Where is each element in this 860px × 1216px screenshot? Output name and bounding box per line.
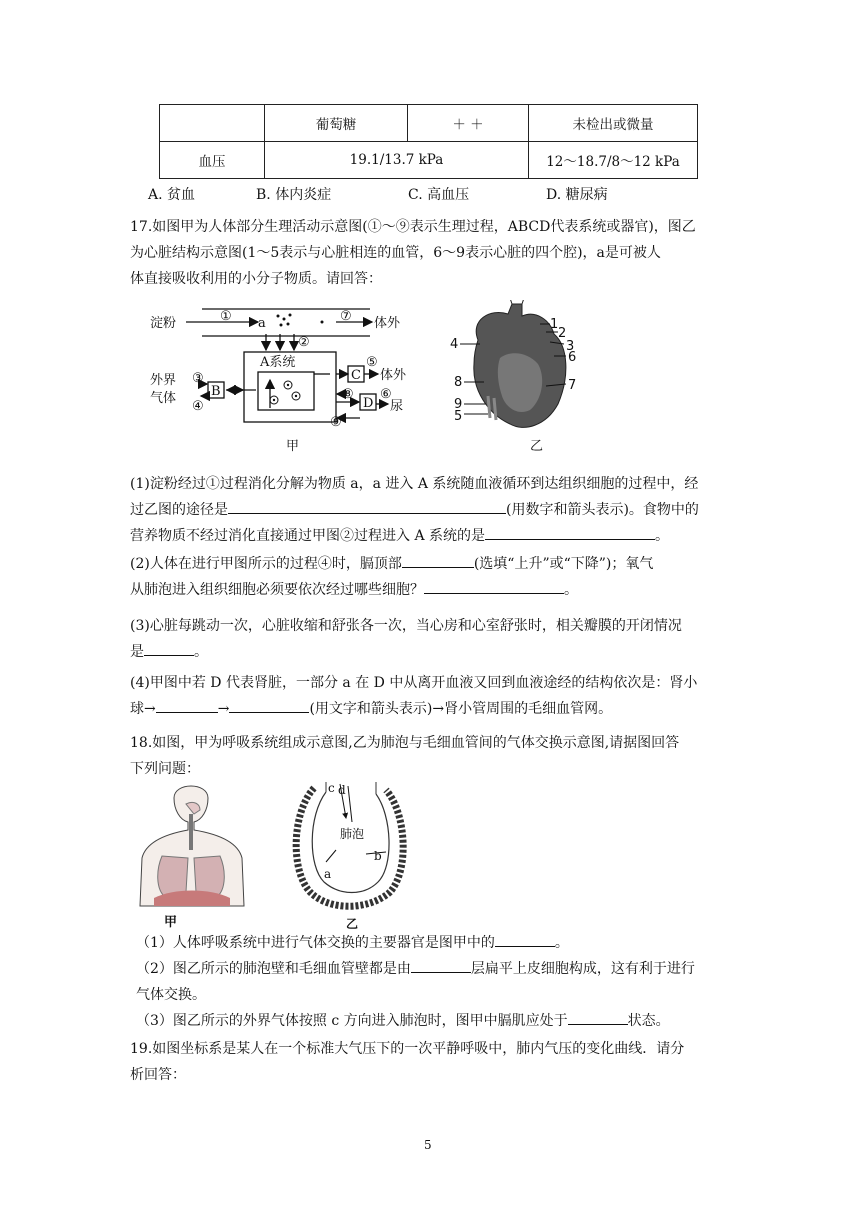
heart-label-9: 9 <box>454 397 463 412</box>
label-outside: 体外 <box>374 316 401 331</box>
label-air-2: 气体 <box>150 391 177 406</box>
alveolus-exchange-diagram <box>286 782 416 932</box>
label-system-a: A系统 <box>260 355 296 370</box>
table-cell: 葡萄糖 <box>265 105 408 142</box>
answer-blank[interactable] <box>485 523 655 540</box>
text-span: (2)人体在进行甲图所示的过程④时，膈顶部 <box>130 556 402 572</box>
heart-label-8: 8 <box>454 375 463 390</box>
heart-label-7: 7 <box>568 378 577 393</box>
caption-jia: 甲 <box>286 439 300 454</box>
text-span: 。 <box>554 935 569 951</box>
urine-blood-test-table <box>159 104 698 179</box>
text-span: 球→ <box>130 701 156 717</box>
label-n9: ⑨ <box>330 415 342 430</box>
label-n8: ⑧ <box>342 387 354 402</box>
answer-blank[interactable] <box>495 930 555 947</box>
table-cell: 12～18.7/8～12 kPa <box>529 142 698 179</box>
label-n4: ④ <box>192 399 204 414</box>
label-a: a <box>258 316 266 331</box>
heart-structure-diagram <box>450 300 590 460</box>
heart-label-1: 1 <box>550 317 559 332</box>
option-a: A. 贫血 <box>148 187 196 203</box>
table-cell: 未检出或微量 <box>529 105 698 142</box>
answer-blank[interactable] <box>144 639 194 656</box>
text-line: (3)心脏每跳动一次，心脏收缩和舒张各一次，当心房和心室舒张时，相关瓣膜的开闭情况 <box>130 618 682 634</box>
label-air-1: 外界 <box>150 373 177 388</box>
q19-intro <box>130 1036 732 1088</box>
text-span: 。 <box>564 582 578 598</box>
table-cell: 19.1/13.7 kPa <box>265 142 529 179</box>
label-n5: ⑤ <box>366 355 378 370</box>
heart-label-6: 6 <box>568 350 577 365</box>
q17-intro <box>130 214 732 292</box>
label-d: D <box>363 396 374 411</box>
answer-blank[interactable] <box>402 551 474 568</box>
text-line: (4)甲图中若 D 代表肾脏，一部分 a 在 D 中从离开血液又回到血液途经的结构依次是：肾小 <box>130 675 698 691</box>
label-a: a <box>324 867 332 881</box>
text-span: 状态。 <box>627 1013 670 1029</box>
label-n7: ⑦ <box>340 309 352 324</box>
q18-intro-line: 下列问题： <box>130 761 200 777</box>
heart-label-4: 4 <box>450 337 459 352</box>
label-n2: ② <box>298 335 310 350</box>
label-c: C <box>351 368 361 383</box>
label-n1: ① <box>220 309 232 324</box>
label-d: d <box>338 783 346 797</box>
q18-parts <box>136 930 738 1034</box>
text-span: 。 <box>655 528 670 544</box>
text-span: 营养物质不经过消化直接通过甲图②过程进入 A 系统的是 <box>130 528 486 544</box>
label-starch: 淀粉 <box>150 316 177 331</box>
label-outside2: 体外 <box>380 368 407 383</box>
q17-part-2 <box>130 551 732 603</box>
text-span: (用数字和箭头表示)。食物中的 <box>506 502 699 518</box>
text-span: 。 <box>194 644 208 660</box>
label-n6: ⑥ <box>380 387 392 402</box>
answer-blank[interactable] <box>411 956 471 973</box>
label-urine: 尿 <box>390 399 404 414</box>
answer-blank[interactable] <box>228 497 506 514</box>
table-row <box>160 142 698 179</box>
q17-part-1 <box>130 471 732 549</box>
caption-resp-yi: 乙 <box>346 917 359 931</box>
text-span: 是 <box>130 644 144 660</box>
table-cell <box>160 105 265 142</box>
text-span: 从肺泡进入组织细胞必须要依次经过哪些细胞？ <box>130 582 424 598</box>
table-row <box>160 105 698 142</box>
text-line: (1)淀粉经过①过程消化分解为物质 a，a 进入 A 系统随血液循环到达组织细胞的过程中，经 <box>130 476 699 492</box>
caption-resp-jia: 甲 <box>164 915 178 930</box>
q19-line: 19.如图坐标系是某人在一个标准大气压下的一次平静呼吸中，肺内气压的变化曲线．请分 <box>130 1041 685 1057</box>
text-line: 气体交换。 <box>136 987 206 1003</box>
q17-intro-line: 为心脏结构示意图(1～5表示与心脏相连的血管，6～9表示心脏的四个腔)，a是可被人 <box>130 245 661 261</box>
q18-intro <box>130 730 732 782</box>
text-span: 层扁平上皮细胞构成，这有利于进行 <box>470 961 695 977</box>
option-c: C. 高血压 <box>408 187 470 203</box>
answer-blank[interactable] <box>156 696 218 713</box>
label-alveolus: 肺泡 <box>340 827 365 841</box>
q17-part-3 <box>130 613 732 665</box>
label-b: B <box>211 384 221 399</box>
label-b: b <box>374 849 382 863</box>
physiology-flow-diagram <box>150 300 440 460</box>
heart-label-3: 3 <box>566 339 575 354</box>
heart-label-2: 2 <box>558 326 567 341</box>
q17-intro-line: 17.如图甲为人体部分生理活动示意图(①～⑨表示生理过程，ABCD代表系统或器官)，图乙 <box>130 219 696 235</box>
label-c: c <box>328 782 335 795</box>
text-span: （2）图乙所示的肺泡壁和毛细血管壁都是由 <box>136 961 411 977</box>
answer-blank[interactable] <box>229 696 309 713</box>
option-d: D. 糖尿病 <box>546 187 608 203</box>
heart-label-5: 5 <box>454 409 463 424</box>
respiratory-system-diagram <box>134 780 254 930</box>
q17-part-4 <box>130 670 732 722</box>
text-span: （1）人体呼吸系统中进行气体交换的主要器官是图甲中的 <box>136 935 495 951</box>
q17-intro-line: 体直接吸收利用的小分子物质。请回答： <box>130 271 382 287</box>
q16-options <box>148 184 608 204</box>
option-b: B. 体内炎症 <box>256 187 332 203</box>
q18-intro-line: 18.如图，甲为呼吸系统组成示意图,乙为肺泡与毛细血管间的气体交换示意图,请据图回答 <box>130 735 680 751</box>
table-cell: ＋ ＋ <box>408 105 529 142</box>
text-span: (选填“上升”或“下降”)；氧气 <box>473 556 654 572</box>
q19-line: 析回答： <box>130 1067 186 1083</box>
page-number: 5 <box>424 1138 432 1152</box>
caption-yi: 乙 <box>530 439 544 454</box>
text-span: (用文字和箭头表示)→肾小管周围的毛细血管网。 <box>309 701 613 717</box>
text-span: （3）图乙所示的外界气体按照 c 方向进入肺泡时，图甲中膈肌应处于 <box>136 1013 568 1029</box>
text-span: 过乙图的途径是 <box>130 502 228 518</box>
answer-blank[interactable] <box>424 577 564 594</box>
answer-blank[interactable] <box>568 1008 628 1025</box>
text-span: → <box>217 701 230 717</box>
label-n3: ③ <box>192 371 204 386</box>
table-cell: 血压 <box>160 142 265 179</box>
